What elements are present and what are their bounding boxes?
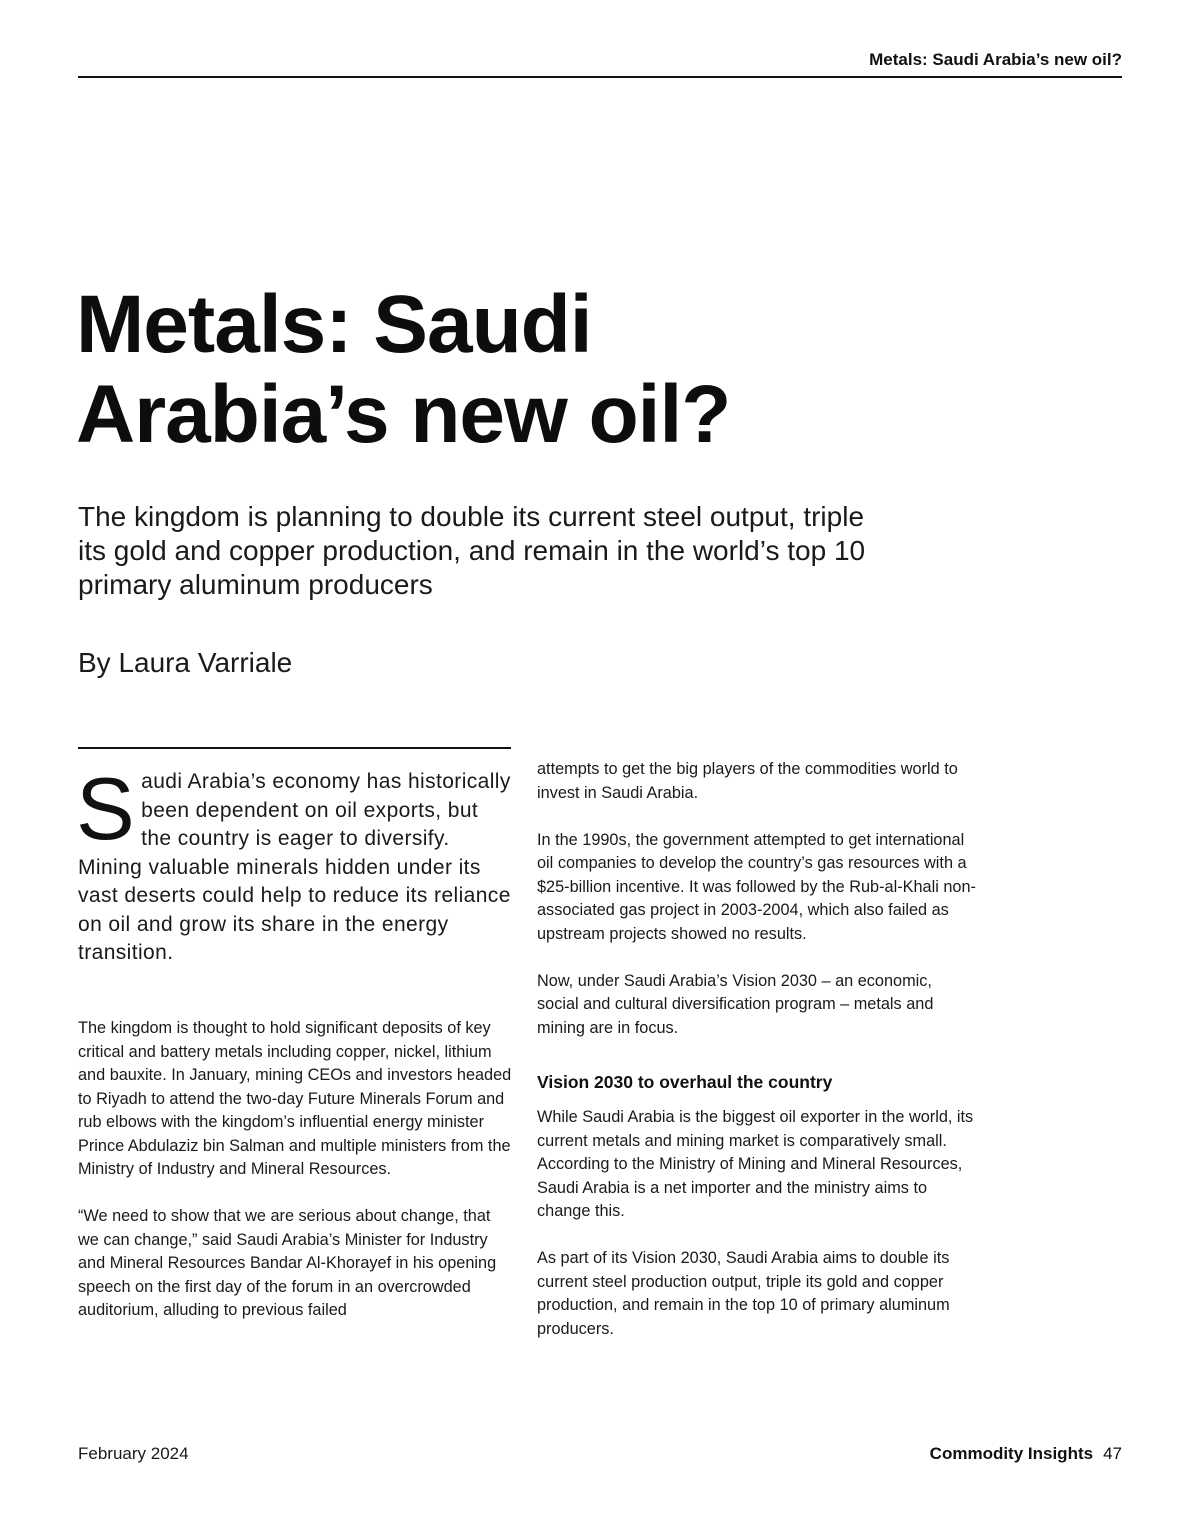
article-title [76,280,976,460]
section-subheading: Vision 2030 to overhaul the country [537,1072,833,1092]
intro-divider [78,747,511,749]
body-paragraph: The kingdom is thought to hold significant deposits of key critical and battery metals including copper, nickel, lithium and bauxite. In January, mining CEOs and investors headed to Riyadh to attend the two-day Future Minerals Forum and rub elbows with the kingdom’s influential energy minister Prince Abdulaziz bin Salman and multiple ministers from the Ministry of Industry and Mineral Resources. [78,1019,512,1178]
intro-paragraph [76,759,512,968]
body-paragraph: In the 1990s, the government attempted to get international oil companies to develop the country’s gas resources with a $25-billion incentive. It was followed by the Rub-al-Khali non-associated gas project in 2003-2004, which also failed as upstream projects showed no results. [537,830,976,943]
body-paragraph: attempts to get the big players of the commodities world to invest in Saudi Arabia. [537,760,958,802]
body-paragraph: “We need to show that we are serious about change, that we can change,” said Saudi Arabia’s Minister for Industry and Mineral Resources Bandar Al-Khorayef in his opening speech on the first day of the forum in an overcrowded auditorium, alluding to previous failed [78,1207,497,1319]
body-paragraph: While Saudi Arabia is the biggest oil exporter in the world, its current metals and mining market is comparatively small. According to the Ministry of Mining and Mineral Resources, Saudi Arabia is a net importer and the ministry aims to change this. [537,1108,974,1220]
page-number: 47 [1103,1444,1122,1463]
footer-publication-info [930,1444,1122,1464]
right-column [537,758,977,1365]
title-line-2: Arabia’s new oil? [76,369,731,460]
running-header: Metals: Saudi Arabia’s new oil? [869,50,1122,69]
drop-cap: S [76,759,136,858]
body-paragraph: As part of its Vision 2030, Saudi Arabia aims to double its current steel production output, triple its gold and copper production, and remain in the top 10 of primary aluminum producers. [537,1249,950,1338]
intro-text: audi Arabia’s economy has historically been dependent on oil exports, but the country is eager to diversify. Mining valuable minerals hidden under its vast deserts could help to reduce its reliance on oil and grow its share in the energy transition. [78,770,511,964]
article-subtitle: The kingdom is planning to double its current steel output, triple its gold and copper production, and remain in the world’s top 10 primary aluminum producers [78,501,866,600]
footer-date: February 2024 [78,1444,189,1463]
header-divider [78,76,1122,78]
publication-name: Commodity Insights [929,1444,1094,1463]
body-paragraph: Now, under Saudi Arabia’s Vision 2030 – an economic, social and cultural diversification program – metals and mining are in focus. [537,971,934,1037]
title-line-1: Metals: Saudi [76,279,592,370]
left-column [78,1017,514,1346]
byline: By Laura Varriale [78,647,293,678]
